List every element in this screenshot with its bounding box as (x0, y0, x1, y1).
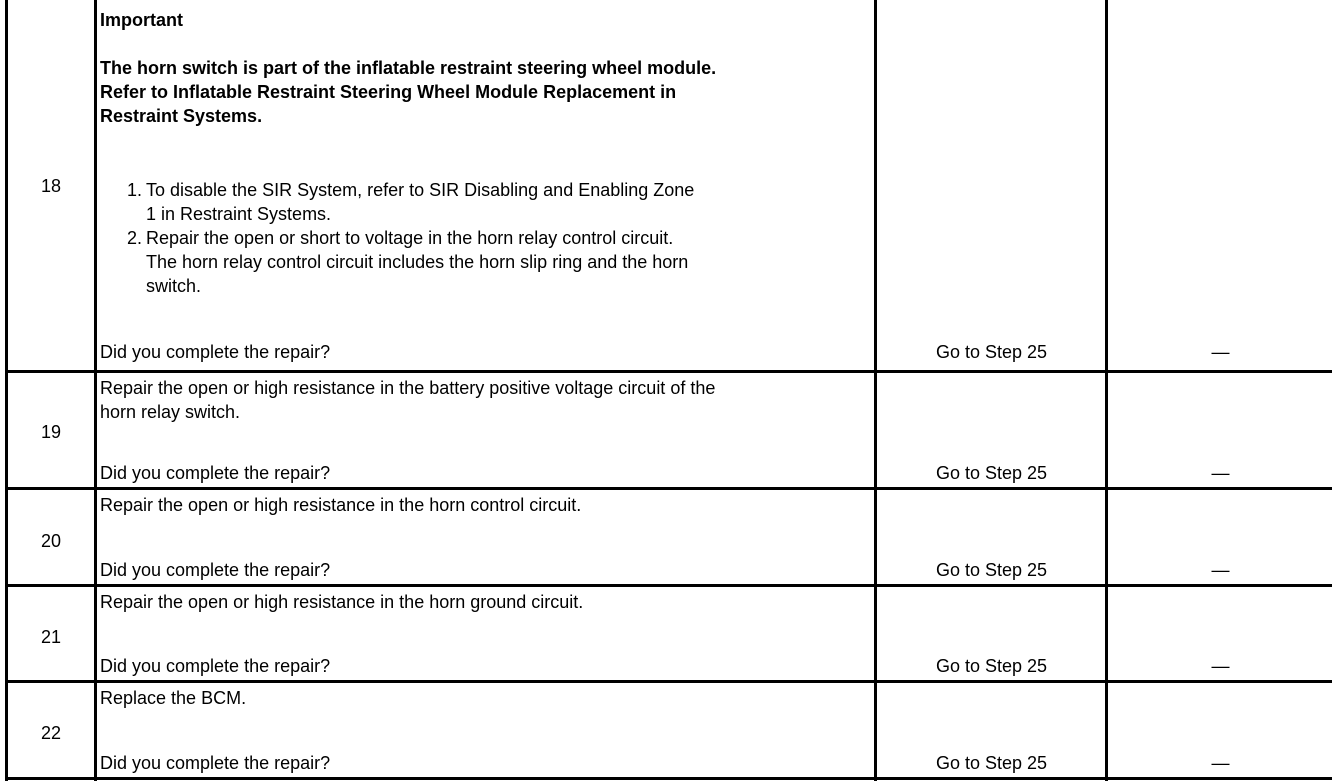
step-number: 22 (40, 723, 62, 743)
step-number: 18 (40, 176, 62, 196)
yes-action: Go to Step 25 (935, 463, 1048, 483)
table-border-left (5, 0, 8, 781)
yes-action: Go to Step 25 (935, 560, 1048, 580)
step-text: horn relay switch. (100, 402, 241, 422)
step-text: Repair the open or high resistance in the horn control circuit. (100, 495, 582, 515)
question: Did you complete the repair? (100, 463, 331, 483)
yes-action: Go to Step 25 (935, 753, 1048, 773)
no-action: — (1211, 560, 1230, 580)
step-text: Replace the BCM. (100, 688, 247, 708)
no-action: — (1211, 656, 1230, 676)
step-number: 19 (40, 422, 62, 442)
list-number: 2. (126, 228, 142, 248)
column-divider (1105, 0, 1108, 781)
important-text: Restraint Systems. (100, 106, 263, 126)
row-divider (5, 370, 1332, 373)
step-text: Repair the open or high resistance in the battery positive voltage circuit of the (100, 378, 716, 398)
list-item-text: The horn relay control circuit includes the horn slip ring and the horn (146, 252, 689, 272)
list-item-text: To disable the SIR System, refer to SIR Disabling and Enabling Zone (146, 180, 695, 200)
step-number: 21 (40, 627, 62, 647)
list-item-text: Repair the open or short to voltage in the horn relay control circuit. (146, 228, 674, 248)
row-divider (5, 680, 1332, 683)
important-label: Important (100, 10, 183, 30)
list-item-text: 1 in Restraint Systems. (146, 204, 332, 224)
no-action: — (1211, 753, 1230, 773)
question: Did you complete the repair? (100, 342, 331, 362)
important-text: The horn switch is part of the inflatable restraint steering wheel module. (100, 58, 717, 78)
yes-action: Go to Step 25 (935, 342, 1048, 362)
row-divider (5, 487, 1332, 490)
column-divider (94, 0, 97, 781)
question: Did you complete the repair? (100, 560, 331, 580)
step-number: 20 (40, 531, 62, 551)
list-number: 1. (126, 180, 142, 200)
important-text: Refer to Inflatable Restraint Steering Wheel Module Replacement in (100, 82, 677, 102)
column-divider (874, 0, 877, 781)
step-text: Repair the open or high resistance in the horn ground circuit. (100, 592, 584, 612)
row-divider (5, 584, 1332, 587)
no-action: — (1211, 342, 1230, 362)
row-divider (5, 777, 1332, 780)
list-item-text: switch. (146, 276, 202, 296)
yes-action: Go to Step 25 (935, 656, 1048, 676)
question: Did you complete the repair? (100, 656, 331, 676)
question: Did you complete the repair? (100, 753, 331, 773)
no-action: — (1211, 463, 1230, 483)
